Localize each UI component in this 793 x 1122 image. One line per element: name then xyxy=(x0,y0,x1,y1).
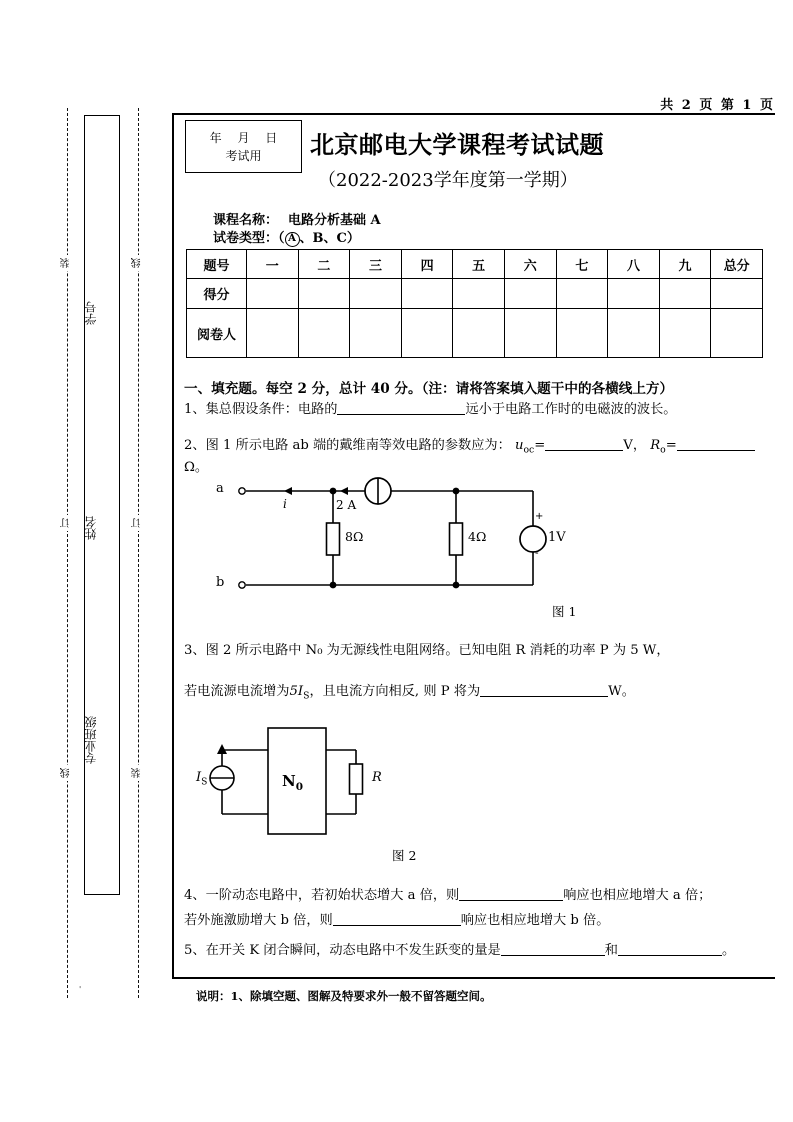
footer-note: 说明：1、除填空题、图解及特要求外一般不留答题空间。 xyxy=(196,989,492,1003)
question-3-number: 3、 xyxy=(184,643,206,658)
node-dot-bottom-mid xyxy=(453,582,460,589)
question-1-text-before: 集总假设条件：电路的 xyxy=(205,402,338,417)
col-header-4: 四 xyxy=(401,250,453,279)
student-id-label: 学号 xyxy=(84,301,98,325)
figure-2-source-sub: S xyxy=(201,777,208,788)
question-2-number: 2、 xyxy=(184,438,206,453)
question-4-answer-blank-1[interactable] xyxy=(459,900,563,901)
table-row-header xyxy=(187,250,763,279)
page-indicator: 共 2 页 第 1 页 xyxy=(660,98,775,113)
col-header-9: 九 xyxy=(659,250,711,279)
figure-1-terminal-a-label: a xyxy=(216,481,224,496)
paper-type-label: 试卷类型： xyxy=(213,231,279,246)
question-3-text-line1: 图 2 所示电路中 N₀ 为无源线性电阻网络。已知电阻 R 消耗的功率 P 为 5 W， xyxy=(205,643,670,658)
figure-1-voltage-source-label: 1V xyxy=(548,530,566,545)
marker-cell-8[interactable] xyxy=(608,309,660,358)
question-5-answer-blank-1[interactable] xyxy=(501,955,605,956)
score-table xyxy=(186,249,763,358)
resistor-8ohm-symbol xyxy=(327,523,340,555)
marker-cell-9[interactable] xyxy=(659,309,711,358)
source-current-arrow xyxy=(340,487,348,495)
score-cell-5[interactable] xyxy=(453,279,505,309)
exam-subtitle: （2022-2023学年度第一学期） xyxy=(318,170,578,191)
resistor-r-symbol xyxy=(350,764,363,794)
rule-mark-right-0: 线 xyxy=(133,255,143,271)
binding-rule-right xyxy=(138,108,139,998)
question-4-answer-blank-2[interactable] xyxy=(333,925,461,926)
figure-1-resistor-8ohm-label: 8Ω xyxy=(345,529,364,544)
figure-1-current-source-label: 2 A xyxy=(336,498,357,512)
question-2-unit-ohm: Ω。 xyxy=(184,459,209,475)
score-cell-9[interactable] xyxy=(659,279,711,309)
col-header-3: 三 xyxy=(350,250,402,279)
figure-2-network-symbol: N xyxy=(282,772,296,790)
question-2-equals-1: = xyxy=(534,438,546,453)
question-4-text-after: 响应也相应地增大 a 倍； xyxy=(563,888,712,903)
paper-type-field xyxy=(213,227,360,247)
col-header-6: 六 xyxy=(504,250,556,279)
question-5 xyxy=(184,941,772,961)
marker-cell-7[interactable] xyxy=(556,309,608,358)
node-dot-bottom-left xyxy=(330,582,337,589)
question-2-symbol-ro: R xyxy=(650,438,661,453)
row-label-score: 得分 xyxy=(187,279,247,309)
figure-1-circuit xyxy=(216,473,568,602)
question-3-answer-blank[interactable] xyxy=(480,696,608,697)
terminal-b-dot xyxy=(239,582,245,588)
question-4-line-2 xyxy=(184,911,772,931)
figure-2-network-sub: 0 xyxy=(295,781,304,793)
current-i-arrow xyxy=(284,487,292,495)
section-one-heading: 一、填充题。每空 2 分，总计 40 分。（注：请将答案填入题干中的各横线上方） xyxy=(184,381,674,397)
rule-mark-left-0: 装 xyxy=(62,255,72,271)
question-1 xyxy=(184,400,772,420)
marker-cell-3[interactable] xyxy=(350,309,402,358)
question-2-unit-v: V， xyxy=(623,438,647,453)
figure-1-caption: 图 1 xyxy=(552,604,577,619)
question-3-line-2 xyxy=(184,682,772,704)
voltage-source-symbol xyxy=(520,526,546,552)
question-2-symbol-ro-sub: o xyxy=(660,444,666,456)
rule-mark-right-1: 订 xyxy=(133,515,143,531)
question-2-answer-blank-ro[interactable] xyxy=(677,450,755,451)
course-name-value: 电路分析基础 A xyxy=(288,213,381,228)
question-2-symbol-uoc: u xyxy=(515,438,524,453)
question-4-text-before-2: 若外施激励增大 b 倍，则 xyxy=(184,913,333,928)
score-cell-3[interactable] xyxy=(350,279,402,309)
col-header-5: 五 xyxy=(453,250,505,279)
question-1-answer-blank[interactable] xyxy=(337,414,465,415)
date-ymd-label: 年 月 日 xyxy=(209,130,284,145)
source-current-arrow-up xyxy=(217,744,227,754)
question-3-text-after: W。 xyxy=(608,684,635,699)
rule-mark-left-2: 线 xyxy=(62,765,72,781)
question-1-number: 1、 xyxy=(184,402,206,417)
question-3-line-1 xyxy=(184,641,772,661)
rule-mark-right-2: 装 xyxy=(133,765,143,781)
figure-1-polarity-plus: + xyxy=(535,511,544,522)
question-5-answer-blank-2[interactable] xyxy=(618,955,722,956)
course-name-field xyxy=(213,209,381,228)
student-info-box xyxy=(84,115,120,895)
col-header-7: 七 xyxy=(556,250,608,279)
question-5-text-mid: 和 xyxy=(604,943,618,958)
exam-title: 北京邮电大学课程考试试题 xyxy=(310,130,604,159)
table-row-marker xyxy=(187,309,763,358)
figure-1-current-i-label: i xyxy=(283,497,287,511)
question-2-symbol-uoc-sub: oc xyxy=(523,444,535,456)
row-label-question-no: 题号 xyxy=(187,250,247,279)
score-cell-1[interactable] xyxy=(247,279,299,309)
marker-cell-4[interactable] xyxy=(401,309,453,358)
figure-1-resistor-4ohm-label: 4Ω xyxy=(468,529,487,544)
col-header-8: 八 xyxy=(608,250,660,279)
resistor-4ohm-symbol xyxy=(450,523,463,555)
question-1-text-after: 远小于电路工作时的电磁波的波长。 xyxy=(465,402,677,417)
figure-1-polarity-minus: - xyxy=(535,548,539,559)
question-3-symbol-5is: 5I xyxy=(289,684,304,699)
score-cell-total[interactable] xyxy=(711,279,763,309)
student-class-label: 专业班级 xyxy=(84,716,98,764)
question-4-number: 4、 xyxy=(184,888,206,903)
score-cell-2[interactable] xyxy=(298,279,350,309)
terminal-a-dot xyxy=(239,488,245,494)
question-5-text-after: 。 xyxy=(721,943,736,958)
figure-2-caption: 图 2 xyxy=(392,848,417,863)
row-label-marker: 阅卷人 xyxy=(187,309,247,358)
marker-cell-5[interactable] xyxy=(453,309,505,358)
paper-type-selected-a: A xyxy=(285,232,300,247)
paper-type-rest: 、B、C） xyxy=(299,231,360,246)
student-name-label: 姓名 xyxy=(84,516,98,540)
question-2-answer-blank-uoc[interactable] xyxy=(545,450,623,451)
paper-type-open: （ xyxy=(278,231,285,246)
score-cell-7[interactable] xyxy=(556,279,608,309)
question-5-text-before: 在开关 K 闭合瞬间，动态电路中不发生跃变的量是 xyxy=(205,943,501,958)
marker-cell-1[interactable] xyxy=(247,309,299,358)
question-3-symbol-sub: S xyxy=(303,690,310,702)
binding-rule-left xyxy=(67,108,68,998)
figure-2-network-label xyxy=(282,772,303,793)
marker-cell-2[interactable] xyxy=(298,309,350,358)
question-4-text-after-2: 响应也相应地增大 b 倍。 xyxy=(460,913,610,928)
marker-cell-total[interactable] xyxy=(711,309,763,358)
figure-2-circuit xyxy=(196,722,426,851)
question-3-text-mid: ，且电流方向相反, 则 P 将为 xyxy=(309,684,481,699)
question-2-text-before: 图 1 所示电路 ab 端的戴维南等效电路的参数应为： xyxy=(205,438,511,453)
question-4-line-1 xyxy=(184,886,772,906)
question-4-text-before: 一阶动态电路中，若初始状态增大 a 倍，则 xyxy=(205,888,460,903)
date-usage-label: 考试用 xyxy=(225,148,262,163)
col-header-total: 总分 xyxy=(711,250,763,279)
question-2-equals-2: = xyxy=(665,438,677,453)
question-3-text-before: 若电流源电流增为 xyxy=(184,684,290,699)
figure-2-resistor-label: R xyxy=(372,770,382,785)
col-header-1: 一 xyxy=(247,250,299,279)
question-5-number: 5、 xyxy=(184,943,206,958)
score-cell-4[interactable] xyxy=(401,279,453,309)
col-header-2: 二 xyxy=(298,250,350,279)
exam-date-box xyxy=(185,120,302,173)
marker-cell-6[interactable] xyxy=(504,309,556,358)
score-cell-6[interactable] xyxy=(504,279,556,309)
figure-2-source-symbol: I xyxy=(196,770,202,785)
course-name-label: 课程名称： xyxy=(213,213,279,228)
table-row-score xyxy=(187,279,763,309)
figure-2-source-label xyxy=(196,770,207,788)
corner-mark: ' xyxy=(79,985,82,994)
rule-mark-left-1: 订 xyxy=(62,515,72,531)
score-cell-8[interactable] xyxy=(608,279,660,309)
figure-1-terminal-b-label: b xyxy=(216,575,225,590)
